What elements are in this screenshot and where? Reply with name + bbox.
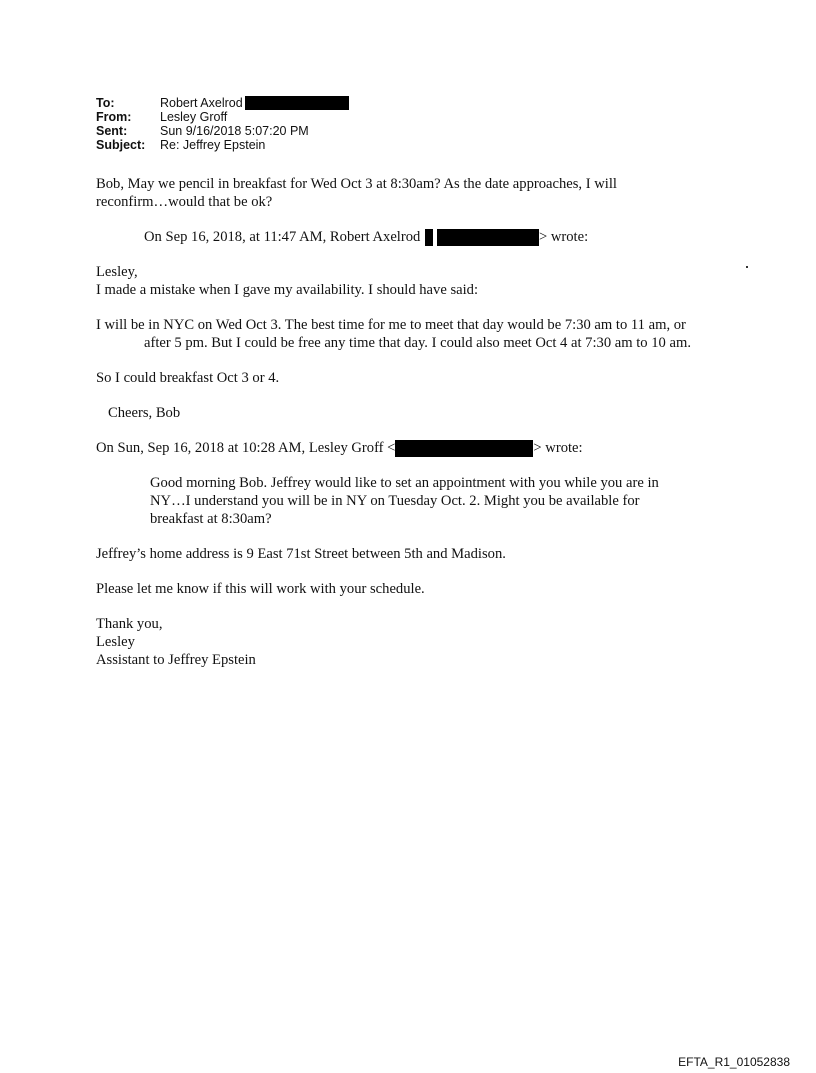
from-value: Lesley Groff [160,110,228,124]
thanks-line: Thank you, [96,616,163,633]
signoff-line: Cheers, Bob [108,405,181,422]
availability-paragraph: I will be in NYC on Wed Oct 3. The best time for me to meet that day would be 7:30 am to 11 am, or after 5 pm. But I could be free any time that day. I could also meet Oct 4 at 7:30 am to 10 am. [96,317,691,352]
from-row [96,110,349,124]
stray-mark [746,266,748,268]
breakfast-line: So I could breakfast Oct 3 or 4. [96,370,280,387]
original-request-paragraph: Good morning Bob. Jeffrey would like to set an appointment with you while you are in NY…I understand you will be in NY on Tuesday Oct. 2. Might you be available for breakfast at 8:30am? [150,475,659,528]
schedule-request-line: Please let me know if this will work with your schedule. [96,581,425,598]
redaction-block [425,229,433,246]
quote-header-axelrod-suffix: > wrote: [538,229,589,245]
from-label: From: [96,110,132,124]
sent-value: Sun 9/16/2018 5:07:20 PM [160,124,309,138]
to-value: Robert Axelrod [160,96,243,110]
signature-title: Assistant to Jeffrey Epstein [96,652,256,669]
email-body [96,175,696,669]
redaction-block [245,96,349,110]
address-line: Jeffrey’s home address is 9 East 71st Street between 5th and Madison. [96,546,506,563]
subject-value: Re: Jeffrey Epstein [160,138,266,152]
quote-header-axelrod [96,228,696,246]
subject-label: Subject: [96,138,146,152]
quote-greeting: Lesley, [96,264,138,281]
to-row [96,96,349,110]
redaction-block [395,440,533,457]
quote-header-groff [96,439,696,457]
signature-name: Lesley [96,634,135,651]
to-label: To: [96,96,115,110]
redaction-block [437,229,539,246]
quote-header-axelrod-text: On Sep 16, 2018, at 11:47 AM, Robert Axelrod [144,229,424,245]
sent-row [96,124,349,138]
reply-paragraph: Bob, May we pencil in breakfast for Wed Oct 3 at 8:30am? As the date approaches, I will reconfirm…would that be ok? [96,176,617,210]
quote-correction-line: I made a mistake when I gave my availability. I should have said: [96,282,479,299]
sent-label: Sent: [96,124,128,138]
document-id: EFTA_R1_01052838 [678,1055,790,1069]
quote-header-groff-text: On Sun, Sep 16, 2018 at 10:28 AM, Lesley Groff < [96,440,396,457]
quote-header-groff-suffix: > wrote: [533,440,583,457]
subject-row [96,138,349,152]
email-header [96,96,349,152]
